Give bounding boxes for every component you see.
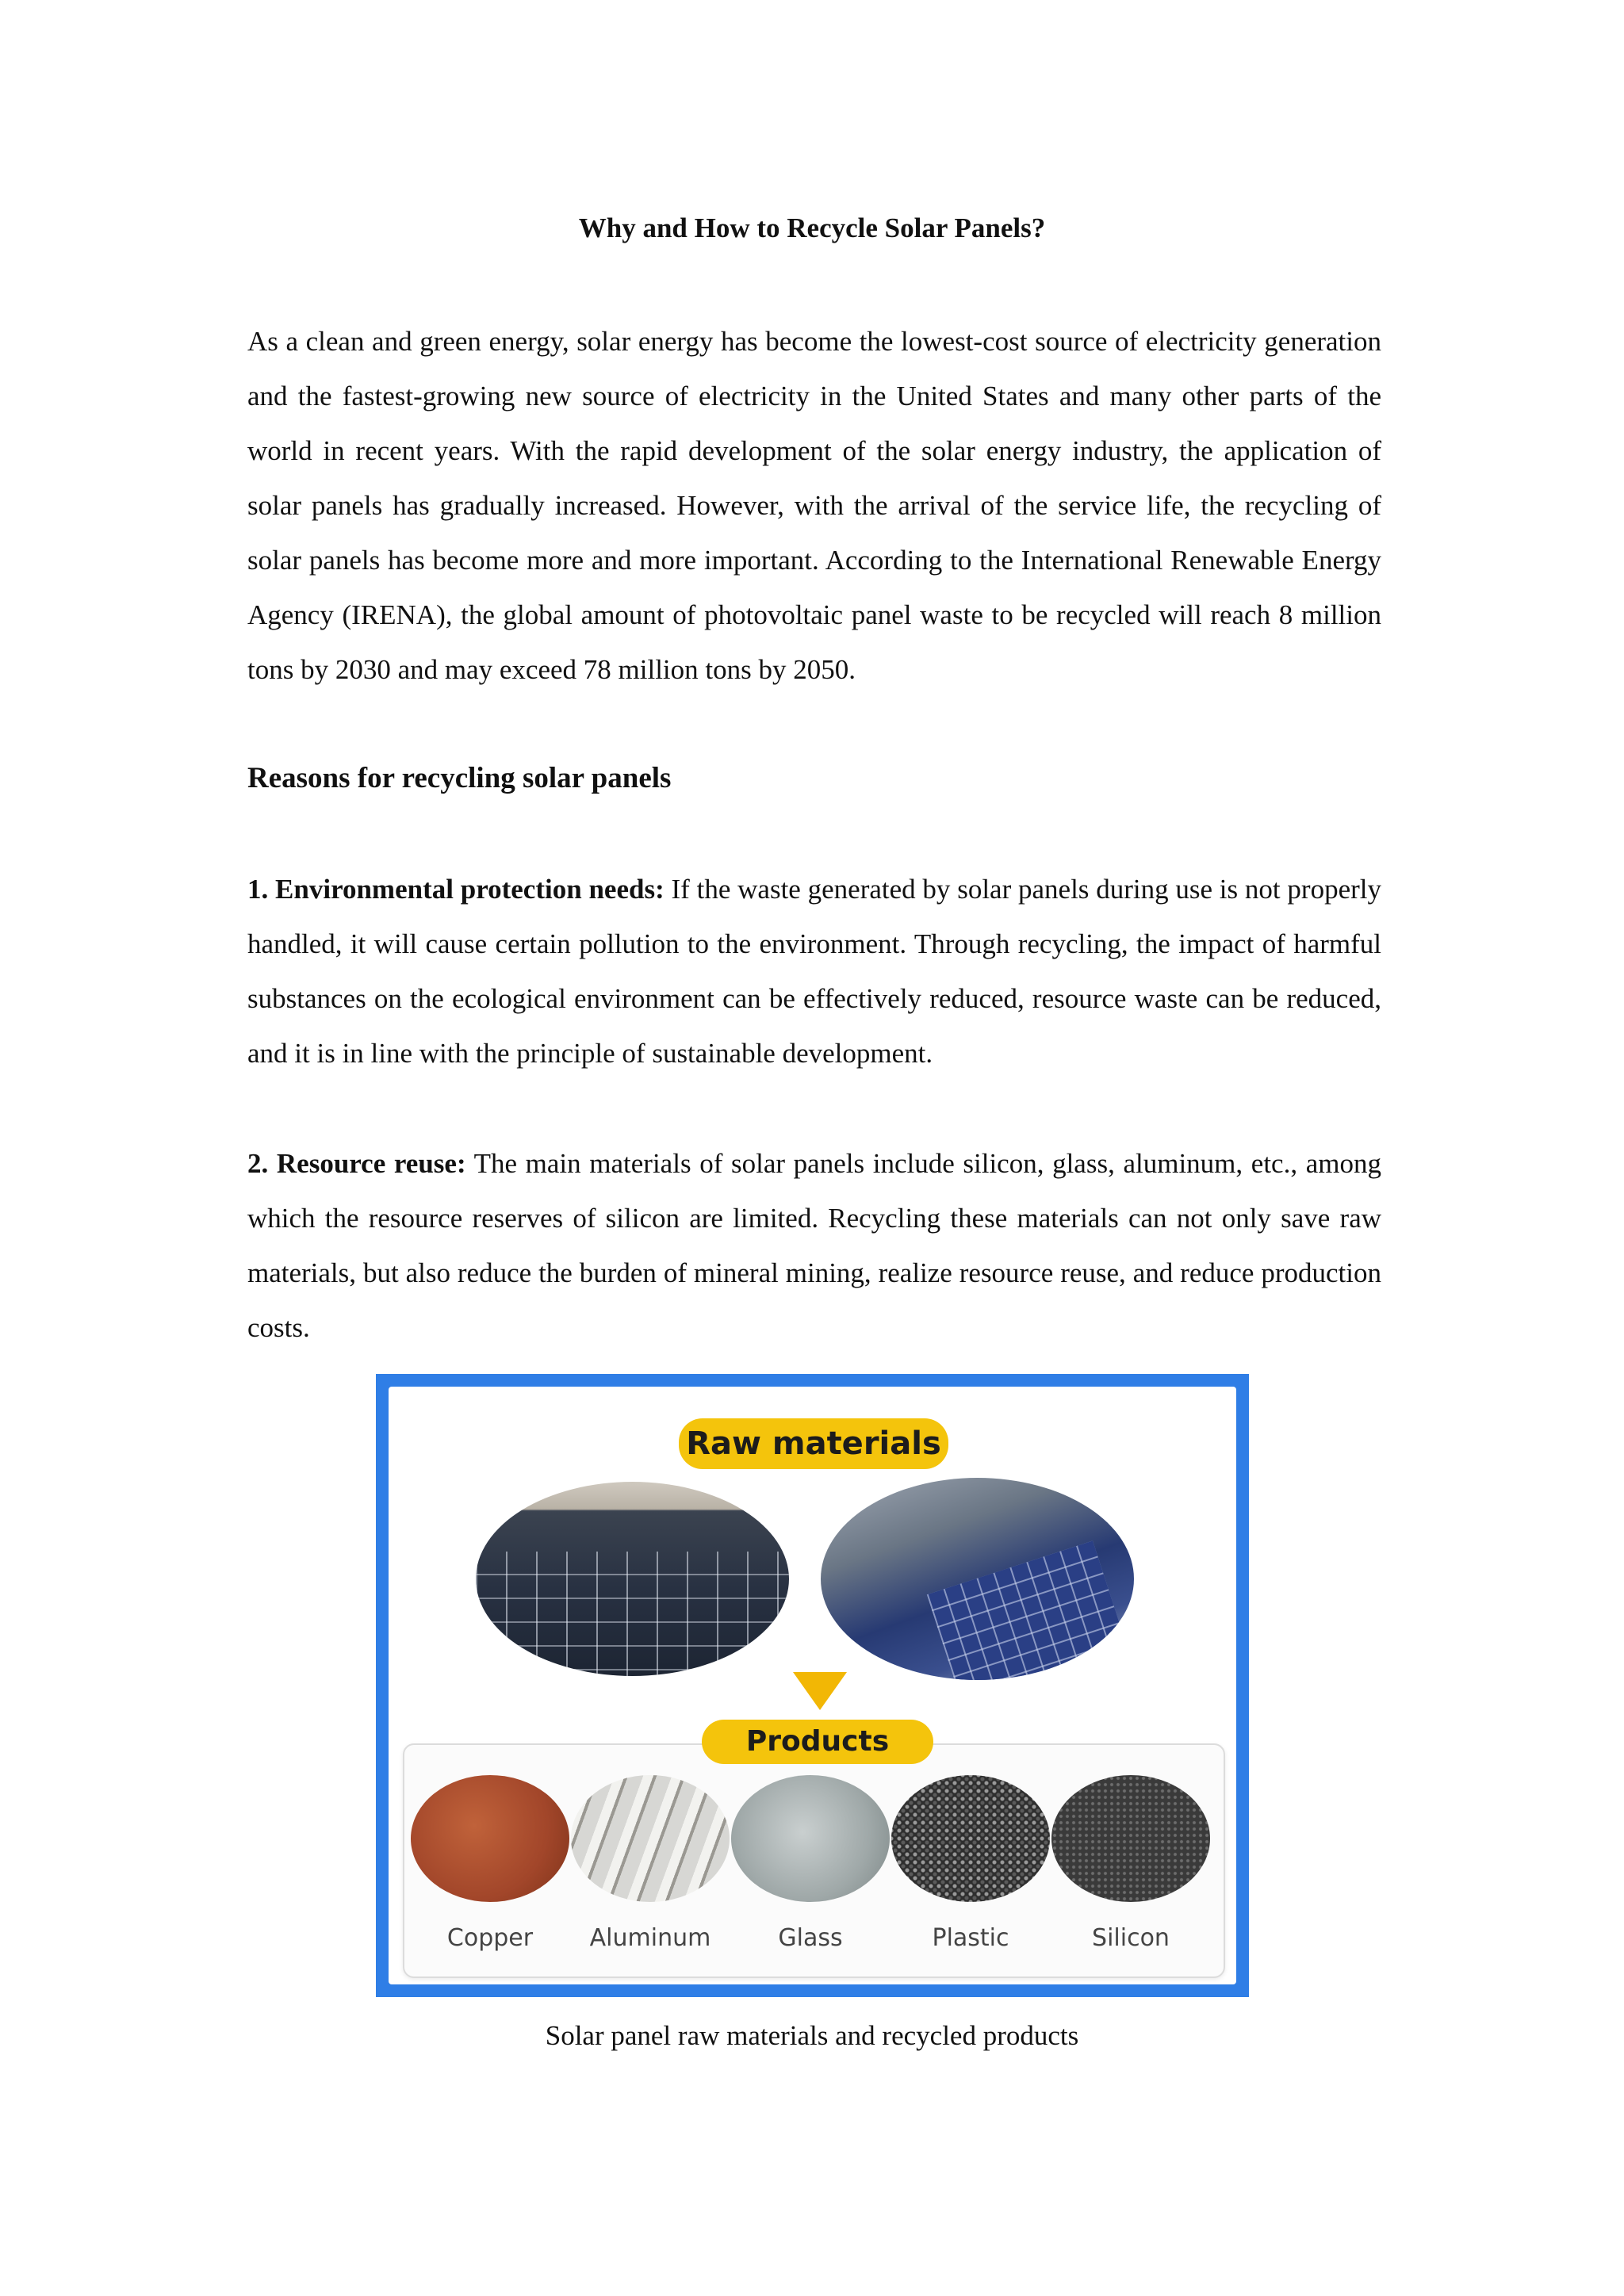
figure-image: [389, 1387, 1236, 1984]
copper-image: [411, 1775, 569, 1902]
product-item: [731, 1775, 890, 1953]
figure-caption: Solar panel raw materials and recycled products: [545, 2020, 1079, 2051]
product-item: [411, 1775, 569, 1953]
plastic-image: [891, 1775, 1050, 1902]
panel-grid: [476, 1552, 789, 1676]
silicon-image: [1051, 1775, 1210, 1902]
aluminum-image: [571, 1775, 730, 1902]
raw-materials-label: Raw materials: [679, 1418, 948, 1469]
product-label: Copper: [446, 1924, 534, 1952]
products-label: Products: [702, 1720, 933, 1764]
point-environmental-protection: [247, 862, 1381, 1081]
product-item: [891, 1775, 1050, 1953]
arrow-down-icon: [793, 1672, 847, 1710]
point-resource-reuse: [247, 1136, 1381, 1355]
document-title: Why and How to Recycle Solar Panels?: [578, 212, 1046, 243]
product-label: Glass: [778, 1924, 843, 1952]
point-lead: 2. Resource reuse:: [247, 1148, 466, 1179]
glass-image: [731, 1775, 890, 1902]
point-text: If the waste generated by solar panels during use is not properly handled, it will cause certain pollution to the environment. Through recycling, the impact of harmful substances on the ecological environment can be effectively reduced, resource waste can be reduced, and it is in line with the principle of sustainable development.: [247, 874, 1381, 1069]
recycling-figure: [376, 1374, 1249, 1997]
product-label: Silicon: [1092, 1924, 1170, 1952]
section-heading: Reasons for recycling solar panels: [247, 762, 672, 794]
used-panels-photo: [821, 1478, 1134, 1680]
product-item: [1051, 1775, 1210, 1953]
products-panel: [403, 1743, 1225, 1978]
panel-grid: [927, 1540, 1127, 1680]
product-label: Aluminum: [589, 1924, 711, 1952]
solar-array-photo: [476, 1482, 789, 1676]
point-lead: 1. Environmental protection needs:: [247, 874, 665, 905]
intro-paragraph: As a clean and green energy, solar energy has become the lowest-cost source of electricity generation and the fastest-growing new source of electricity in the United States and many other parts of the world in recent years. With the rapid development of the solar energy industry, the application of solar panels has gradually increased. However, with the arrival of the service life, the recycling of solar panels has become more and more important. According to the International Renewable Energy Agency (IRENA), the global amount of photovoltaic panel waste to be recycled will reach 8 million tons by 2030 and may exceed 78 million tons by 2050.: [247, 326, 1381, 685]
product-label: Plastic: [932, 1924, 1009, 1952]
product-item: [571, 1775, 730, 1953]
point-text: The main materials of solar panels include silicon, glass, aluminum, etc., among which the resource reserves of silicon are limited. Recycling these materials can not only save raw materials, but also reduce the burden of mineral mining, realize resource reuse, and reduce production costs.: [247, 1148, 1381, 1343]
